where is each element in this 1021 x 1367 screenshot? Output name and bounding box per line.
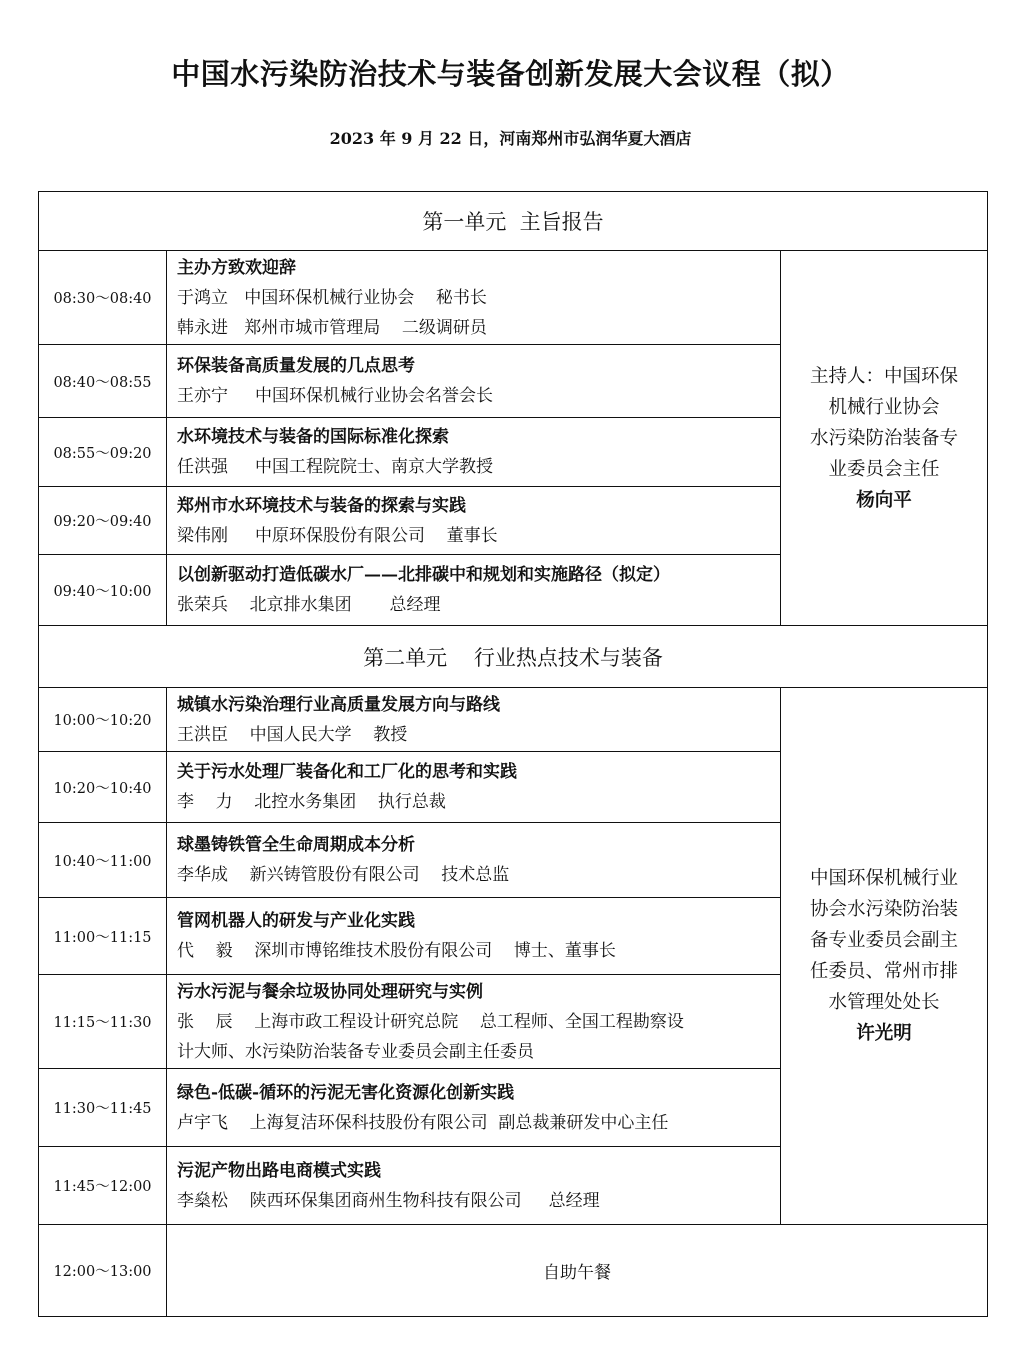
session-time: 08:40～08:55 [39, 345, 167, 418]
session-title: 城镇水污染治理行业高质量发展方向与路线 [177, 694, 500, 715]
session-time: 12:00～13:00 [39, 1225, 167, 1317]
speaker-line: 梁伟刚 中原环保股份有限公司 董事长 [177, 525, 498, 546]
speaker-line: 李燊松 陕西环保集团商州生物科技有限公司 总经理 [177, 1190, 600, 1211]
session-title: 以创新驱动打造低碳水厂——北排碳中和规划和实施路径（拟定） [177, 565, 670, 585]
speaker-line: 李华成 新兴铸管股份有限公司 技术总监 [177, 865, 510, 885]
host-line: 机械行业协会 [828, 396, 940, 418]
speaker-line: 张 辰 上海市政工程设计研究总院 总工程师、全国工程勘察设 [177, 1011, 684, 1032]
session-detail [167, 823, 781, 898]
host-line: 水管理处处长 [828, 992, 940, 1013]
session-detail [167, 418, 781, 487]
speaker-line: 张荣兵 北京排水集团 总经理 [177, 595, 441, 615]
session-time: 08:55～09:20 [39, 418, 167, 487]
host-line: 备专业委员会副主 [810, 930, 959, 951]
host-line: 协会水污染防治装 [810, 899, 959, 920]
session-time: 10:20～10:40 [39, 752, 167, 823]
host-name: 杨向平 [856, 489, 912, 511]
host-line: 业委员会主任 [828, 458, 940, 480]
session-title: 绿色-低碳-循环的污泥无害化资源化创新实践 [177, 1082, 515, 1103]
session-time: 11:45～12:00 [39, 1147, 167, 1225]
session-time: 09:40～10:00 [39, 555, 167, 626]
session-time: 09:20～09:40 [39, 487, 167, 555]
unit-header-row [39, 192, 988, 251]
speaker-line: 李 力 北控水务集团 执行总裁 [177, 792, 446, 812]
session-title: 环保装备高质量发展的几点思考 [177, 356, 415, 376]
session-detail [167, 1069, 781, 1147]
session-time: 10:00～10:20 [39, 688, 167, 752]
session-detail [167, 752, 781, 823]
speaker-line: 任洪强 中国工程院院士、南京大学教授 [177, 457, 494, 477]
session-time: 11:30～11:45 [39, 1069, 167, 1147]
session-title: 管网机器人的研发与产业化实践 [177, 911, 415, 931]
session-title: 水环境技术与装备的国际标准化探索 [177, 427, 449, 447]
table-row [39, 251, 988, 345]
unit-header-row [39, 626, 988, 688]
session-title: 球墨铸铁管全生命周期成本分析 [177, 835, 415, 855]
host-cell [781, 688, 988, 1225]
session-time: 08:30～08:40 [39, 251, 167, 345]
lunch-row [39, 1225, 988, 1317]
page-title: 中国水污染防治技术与装备创新发展大会议程（拟） [171, 57, 850, 91]
session-detail [167, 688, 781, 752]
session-detail [167, 975, 781, 1069]
session-title: 污泥产物出路电商模式实践 [177, 1160, 381, 1181]
host-line: 水污染防治装备专 [810, 427, 959, 449]
speaker-line: 韩永进 郑州市城市管理局 二级调研员 [177, 317, 487, 338]
session-title: 郑州市水环境技术与装备的探索与实践 [177, 495, 466, 516]
session-time: 11:15～11:30 [39, 975, 167, 1069]
session-time: 10:40～11:00 [39, 823, 167, 898]
session-title: 污水污泥与餐余垃圾协同处理研究与实例 [177, 981, 483, 1002]
session-detail [167, 487, 781, 555]
host-cell [781, 251, 988, 626]
session-detail [167, 555, 781, 626]
session-title: 主办方致欢迎辞 [177, 257, 296, 278]
host-line: 任委员、常州市排 [810, 961, 959, 982]
session-time: 11:00～11:15 [39, 898, 167, 975]
host-line: 中国环保机械行业 [810, 868, 959, 889]
session-detail [167, 251, 781, 345]
session-detail [167, 345, 781, 418]
speaker-line: 王洪臣 中国人民大学 教授 [177, 724, 408, 745]
session-detail [167, 898, 781, 975]
speaker-line: 于鸿立 中国环保机械行业协会 秘书长 [177, 287, 487, 308]
lunch-label: 自助午餐 [167, 1225, 988, 1317]
table-row [39, 688, 988, 752]
speaker-line: 计大师、水污染防治装备专业委员会副主任委员 [177, 1041, 534, 1062]
agenda-table [38, 191, 988, 1317]
unit-heading: 第一单元 主旨报告 [39, 192, 988, 251]
unit-heading: 第二单元 行业热点技术与装备 [39, 626, 988, 688]
date-venue: 2023 年 9 月 22 日，河南郑州市弘润华夏大酒店 [329, 129, 692, 148]
session-detail [167, 1147, 781, 1225]
speaker-line: 卢宇飞 上海复洁环保科技股份有限公司 副总裁兼研发中心主任 [177, 1112, 669, 1133]
session-title: 关于污水处理厂装备化和工厂化的思考和实践 [177, 762, 517, 782]
speaker-line: 王亦宁 中国环保机械行业协会名誉会长 [177, 386, 494, 406]
host-name: 许光明 [856, 1023, 912, 1044]
speaker-line: 代 毅 深圳市博铭维技术股份有限公司 博士、董事长 [177, 941, 616, 961]
host-line: 主持人：中国环保 [810, 365, 959, 387]
